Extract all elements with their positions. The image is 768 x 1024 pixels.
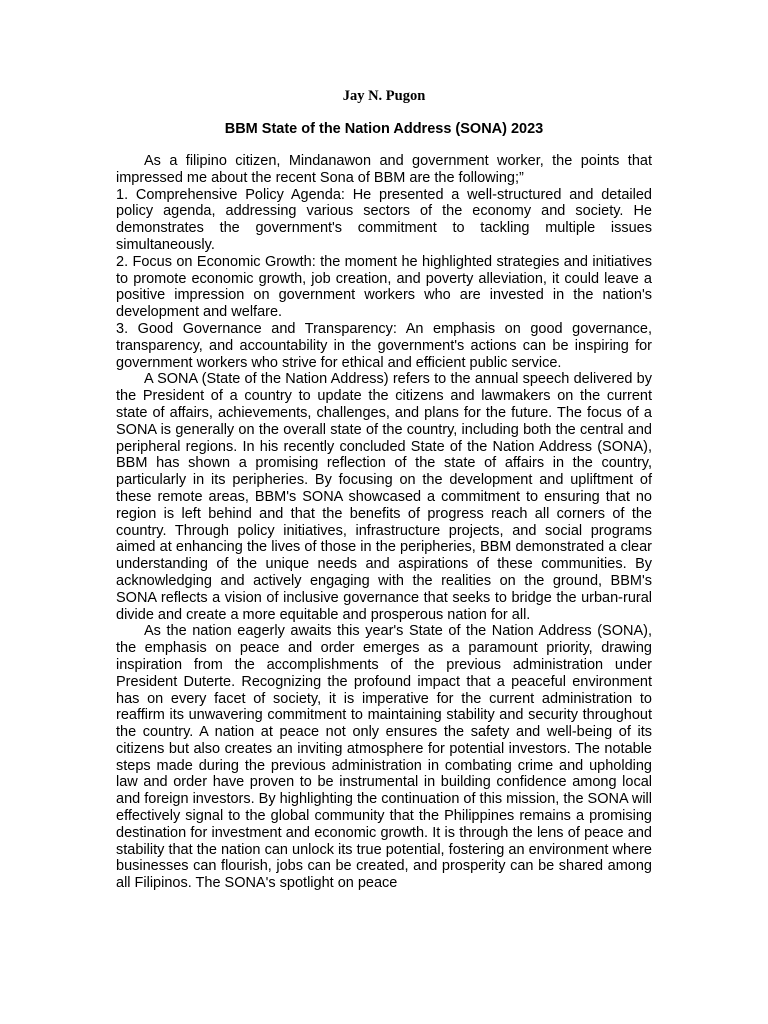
- paragraph-sona-definition: A SONA (State of the Nation Address) refers to the annual speech delivered by the President of a country to update the citizens and lawmakers on the current state of affairs, achievements, challenges, and plans for the future. The focus of a SONA is generally on the overall state of the country, including both the central and peripheral regions. In his recently concluded State of the Nation Address (SONA), BBM has shown a promising reflection of the state of affairs in the country, particularly in its peripheries. By focusing on the development and upliftment of these remote areas, BBM's SONA showcased a commitment to ensuring that no region is left behind and that the benefits of progress reach all corners of the country. Through policy initiatives, infrastructure projects, and social programs aimed at enhancing the lives of those in the peripheries, BBM demonstrated a clear understanding of the unique needs and aspirations of these communities. By acknowledging and actively engaging with the realities on the ground, BBM's SONA reflects a vision of inclusive governance that seeks to bridge the urban-rural divide and create a more equitable and prosperous nation for all.: [116, 371, 652, 623]
- paragraph-point-2: 2. Focus on Economic Growth: the moment he highlighted strategies and initiatives to promote economic growth, job creation, and poverty alleviation, it could leave a positive impression on government workers who are invested in the nation's development and welfare.: [116, 253, 652, 321]
- author-name: Jay N. Pugon: [342, 88, 426, 104]
- document-body: [116, 153, 652, 892]
- paragraph-point-3: 3. Good Governance and Transparency: An emphasis on good governance, transparency, and accountability in the government's actions can be inspiring for government workers who strive for ethical and efficient public service.: [116, 320, 652, 371]
- paragraph-intro: As a filipino citizen, Mindanawon and government worker, the points that impressed me about the recent Sona of BBM are the following;”: [116, 153, 652, 186]
- paragraph-point-1: 1. Comprehensive Policy Agenda: He presented a well-structured and detailed policy agenda, addressing various sectors of the economy and society. He demonstrates the government's commitment to tackling multiple issues simultaneously.: [116, 186, 652, 253]
- document-title: BBM State of the Nation Address (SONA) 2023: [224, 121, 544, 137]
- paragraph-peace-and-order: As the nation eagerly awaits this year's State of the Nation Address (SONA), the emphasis on peace and order emerges as a paramount priority, drawing inspiration from the accomplishments of the previous administration under President Duterte. Recognizing the profound impact that a peaceful environment has on every facet of society, it is imperative for the current administration to reaffirm its unwavering commitment to maintaining stability and security throughout the country. A nation at peace not only ensures the safety and well-being of its citizens but also creates an inviting atmosphere for potential investors. The notable steps made during the previous administration in combating crime and upholding law and order have proven to be instrumental in building confidence among local and foreign investors. By highlighting the continuation of this mission, the SONA will effectively signal to the global community that the Philippines remains a promising destination for investment and economic growth. It is through the lens of peace and stability that the nation can unlock its true potential, fostering an environment where businesses can flourish, jobs can be created, and prosperity can be shared among all Filipinos. The SONA's spotlight on peace: [116, 623, 652, 892]
